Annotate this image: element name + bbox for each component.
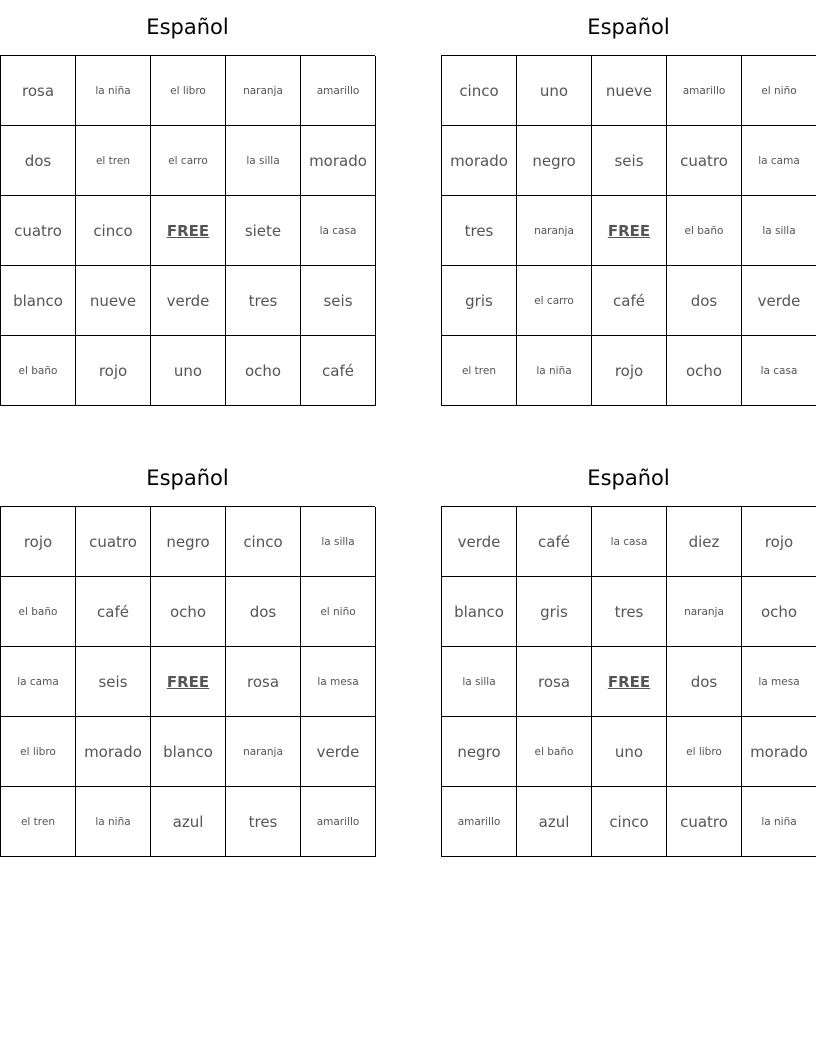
bingo-cell: el baño [1, 336, 76, 406]
bingo-cell: el libro [667, 717, 742, 787]
bingo-cell: morado [742, 717, 816, 787]
bingo-cell: cinco [226, 507, 301, 577]
bingo-cell: negro [517, 126, 592, 196]
bingo-cell: uno [592, 717, 667, 787]
bingo-cell: ocho [151, 577, 226, 647]
bingo-card-3 [0, 451, 375, 857]
bingo-cell: rosa [226, 647, 301, 717]
bingo-cell: el baño [1, 577, 76, 647]
bingo-cell: amarillo [301, 56, 376, 126]
bingo-cell: la cama [742, 126, 816, 196]
bingo-cell: la niña [76, 787, 151, 857]
bingo-cell: verde [742, 266, 816, 336]
bingo-cell: ocho [742, 577, 816, 647]
bingo-cell: cinco [76, 196, 151, 266]
bingo-cell: blanco [1, 266, 76, 336]
bingo-cell: rojo [592, 336, 667, 406]
bingo-cell: cuatro [667, 787, 742, 857]
bingo-cell: el baño [667, 196, 742, 266]
bingo-cell: el niño [742, 56, 816, 126]
bingo-cell: azul [517, 787, 592, 857]
bingo-cell: el baño [517, 717, 592, 787]
bingo-cell: tres [226, 266, 301, 336]
bingo-cell: verde [301, 717, 376, 787]
bingo-cell: tres [442, 196, 517, 266]
bingo-grid [441, 55, 816, 406]
bingo-cell: uno [151, 336, 226, 406]
bingo-card-1 [0, 0, 375, 406]
bingo-cell: el carro [517, 266, 592, 336]
bingo-cell: la niña [76, 56, 151, 126]
bingo-cell: la niña [742, 787, 816, 857]
bingo-cell: rojo [742, 507, 816, 577]
bingo-cell: café [76, 577, 151, 647]
bingo-cell: tres [592, 577, 667, 647]
bingo-cell: el tren [442, 336, 517, 406]
bingo-cell: ocho [667, 336, 742, 406]
bingo-cell: la cama [1, 647, 76, 717]
bingo-cell: la casa [742, 336, 816, 406]
bingo-cell: el tren [76, 126, 151, 196]
bingo-cell: naranja [226, 56, 301, 126]
free-space: FREE [151, 196, 226, 266]
bingo-cell: nueve [76, 266, 151, 336]
bingo-cell: blanco [151, 717, 226, 787]
bingo-cell: siete [226, 196, 301, 266]
bingo-cell: cuatro [667, 126, 742, 196]
bingo-cell: morado [301, 126, 376, 196]
bingo-cell: el carro [151, 126, 226, 196]
card-title: Español [587, 466, 670, 490]
bingo-cell: dos [1, 126, 76, 196]
bingo-cell: dos [667, 647, 742, 717]
bingo-cell: la silla [742, 196, 816, 266]
bingo-cell: la mesa [742, 647, 816, 717]
bingo-cell: negro [442, 717, 517, 787]
bingo-cell: amarillo [301, 787, 376, 857]
bingo-cell: la mesa [301, 647, 376, 717]
bingo-cell: naranja [517, 196, 592, 266]
bingo-cell: la silla [442, 647, 517, 717]
bingo-cell: la casa [592, 507, 667, 577]
bingo-cell: rosa [1, 56, 76, 126]
bingo-cell: cinco [592, 787, 667, 857]
bingo-cell: nueve [592, 56, 667, 126]
bingo-cell: rosa [517, 647, 592, 717]
bingo-cell: verde [442, 507, 517, 577]
bingo-cell: el libro [151, 56, 226, 126]
bingo-cell: café [517, 507, 592, 577]
bingo-cell: cuatro [1, 196, 76, 266]
bingo-cell: amarillo [442, 787, 517, 857]
bingo-cell: la niña [517, 336, 592, 406]
card-title: Español [146, 15, 229, 39]
free-space: FREE [592, 196, 667, 266]
bingo-cell: blanco [442, 577, 517, 647]
bingo-cell: naranja [226, 717, 301, 787]
bingo-cell: ocho [226, 336, 301, 406]
bingo-cell: azul [151, 787, 226, 857]
free-space: FREE [151, 647, 226, 717]
bingo-cell: tres [226, 787, 301, 857]
bingo-cell: uno [517, 56, 592, 126]
bingo-grid [0, 506, 375, 857]
bingo-cell: dos [667, 266, 742, 336]
bingo-cell: seis [592, 126, 667, 196]
card-title: Español [146, 466, 229, 490]
bingo-cell: gris [517, 577, 592, 647]
bingo-cell: café [301, 336, 376, 406]
bingo-cell: seis [76, 647, 151, 717]
bingo-cell: morado [76, 717, 151, 787]
bingo-cell: la casa [301, 196, 376, 266]
free-space: FREE [592, 647, 667, 717]
bingo-cell: cinco [442, 56, 517, 126]
bingo-cell: dos [226, 577, 301, 647]
bingo-card-2 [441, 0, 816, 406]
bingo-cell: el niño [301, 577, 376, 647]
bingo-cell: negro [151, 507, 226, 577]
bingo-cell: naranja [667, 577, 742, 647]
bingo-grid [441, 506, 816, 857]
bingo-cell: la silla [226, 126, 301, 196]
bingo-cell: gris [442, 266, 517, 336]
bingo-cell: la silla [301, 507, 376, 577]
bingo-cell: seis [301, 266, 376, 336]
bingo-cell: cuatro [76, 507, 151, 577]
bingo-cell: morado [442, 126, 517, 196]
bingo-cell: el tren [1, 787, 76, 857]
bingo-cell: rojo [1, 507, 76, 577]
bingo-cell: verde [151, 266, 226, 336]
bingo-cell: diez [667, 507, 742, 577]
bingo-cell: café [592, 266, 667, 336]
bingo-card-4 [441, 451, 816, 857]
bingo-grid [0, 55, 375, 406]
bingo-cell: rojo [76, 336, 151, 406]
card-title: Español [587, 15, 670, 39]
bingo-cell: amarillo [667, 56, 742, 126]
bingo-cell: el libro [1, 717, 76, 787]
